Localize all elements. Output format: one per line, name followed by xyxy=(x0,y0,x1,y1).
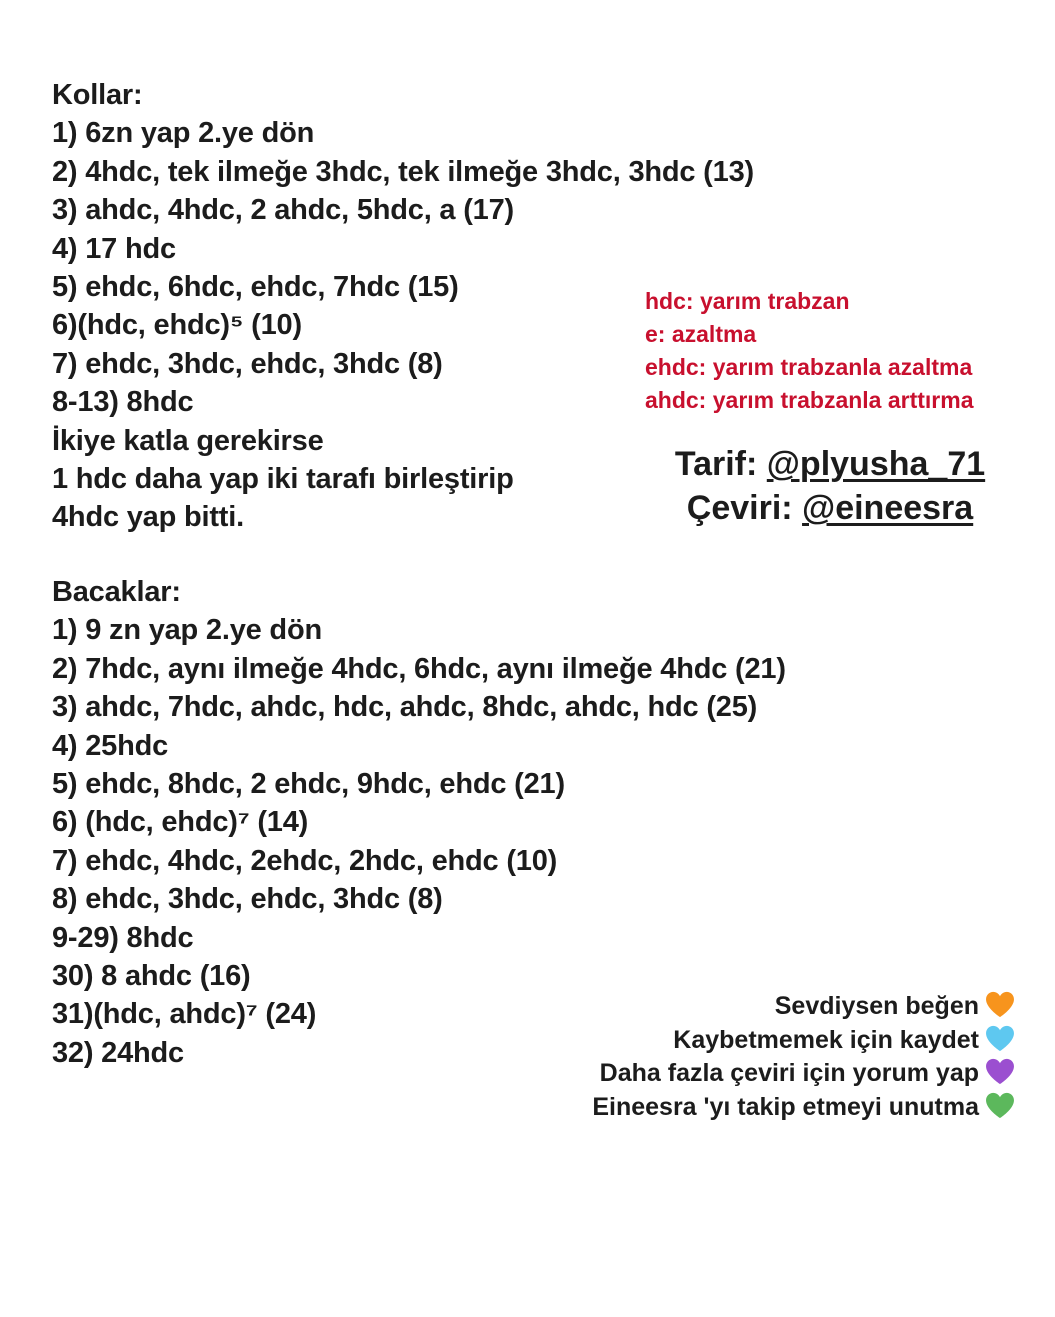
light-blue-heart-icon xyxy=(985,1025,1015,1052)
legs-row: 2) 7hdc, aynı ilmeğe 4hdc, 6hdc, aynı ilmeğe 4hdc (21) xyxy=(52,652,786,685)
green-heart-icon xyxy=(985,1092,1015,1119)
legs-row: 30) 8 ahdc (16) xyxy=(52,960,251,993)
arms-row: 1 hdc daha yap iki tarafı birleştirip xyxy=(52,463,514,496)
legs-row: 31)(hdc, ahdc)⁷ (24) xyxy=(52,998,317,1031)
recipe-credit xyxy=(620,442,1040,486)
note-text: Kaybetmemek için kaydet xyxy=(673,1025,979,1054)
orange-heart-icon xyxy=(985,991,1015,1018)
legs-row: 5) ehdc, 8hdc, 2 ehdc, 9hdc, ehdc (21) xyxy=(52,768,565,801)
note-line xyxy=(592,1091,1015,1125)
legs-row: 9-29) 8hdc xyxy=(52,921,194,954)
legs-row: 1) 9 zn yap 2.ye dön xyxy=(52,614,322,647)
note-line xyxy=(592,990,1015,1024)
note-text: Sevdiysen beğen xyxy=(774,992,979,1020)
translation-label: Çeviri: xyxy=(686,489,803,527)
legend-item: e: azaltma xyxy=(645,321,757,347)
legs-row: 3) ahdc, 7hdc, ahdc, hdc, ahdc, 8hdc, ahdc, hdc (25) xyxy=(52,691,758,724)
arms-row: İkiye katla gerekirse xyxy=(52,424,324,457)
arms-row: 1) 6zn yap 2.ye dön xyxy=(52,117,315,150)
purple-heart-icon xyxy=(985,1058,1015,1085)
arms-title: Kollar: xyxy=(52,79,143,111)
legs-row: 6) (hdc, ehdc)⁷ (14) xyxy=(52,806,309,839)
legend-item: ahdc: yarım trabzanla arttırma xyxy=(645,387,974,413)
arms-row: 6)(hdc, ehdc)⁵ (10) xyxy=(52,309,302,342)
recipe-label: Tarif: xyxy=(674,445,767,483)
legend-item: ehdc: yarım trabzanla azaltma xyxy=(645,354,973,380)
legs-row: 32) 24hdc xyxy=(52,1036,184,1069)
arms-row: 5) ehdc, 6hdc, ehdc, 7hdc (15) xyxy=(52,271,459,304)
note-line xyxy=(592,1057,1015,1091)
note-text: Eineesra 'yı takip etmeyi unutma xyxy=(592,1092,979,1121)
arms-row: 2) 4hdc, tek ilmeğe 3hdc, tek ilmeğe 3hdc, 3hdc (13) xyxy=(52,155,754,188)
note-text: Daha fazla çeviri için yorum yap xyxy=(599,1059,979,1087)
recipe-handle-link[interactable]: @plyusha_71 xyxy=(766,445,986,483)
abbreviation-legend xyxy=(645,285,974,417)
translation-handle-link[interactable]: @eineesra xyxy=(802,489,974,527)
legs-row: 7) ehdc, 4hdc, 2ehdc, 2hdc, ehdc (10) xyxy=(52,844,558,877)
arms-row: 3) ahdc, 4hdc, 2 ahdc, 5hdc, a (17) xyxy=(52,194,514,227)
arms-row: 4) 17 hdc xyxy=(52,232,176,265)
legend-item: hdc: yarım trabzan xyxy=(645,288,850,314)
arms-row: 7) ehdc, 3hdc, ehdc, 3hdc (8) xyxy=(52,347,443,380)
legs-row: 8) ehdc, 3hdc, ehdc, 3hdc (8) xyxy=(52,883,443,916)
legs-row: 4) 25hdc xyxy=(52,729,169,762)
credits xyxy=(620,442,1040,530)
note-line xyxy=(592,1024,1015,1058)
legs-title: Bacaklar: xyxy=(52,576,181,608)
arms-row: 8-13) 8hdc xyxy=(52,386,194,419)
arms-row: 4hdc yap bitti. xyxy=(52,501,244,534)
translation-credit xyxy=(620,486,1040,530)
footer-notes xyxy=(592,990,1015,1124)
